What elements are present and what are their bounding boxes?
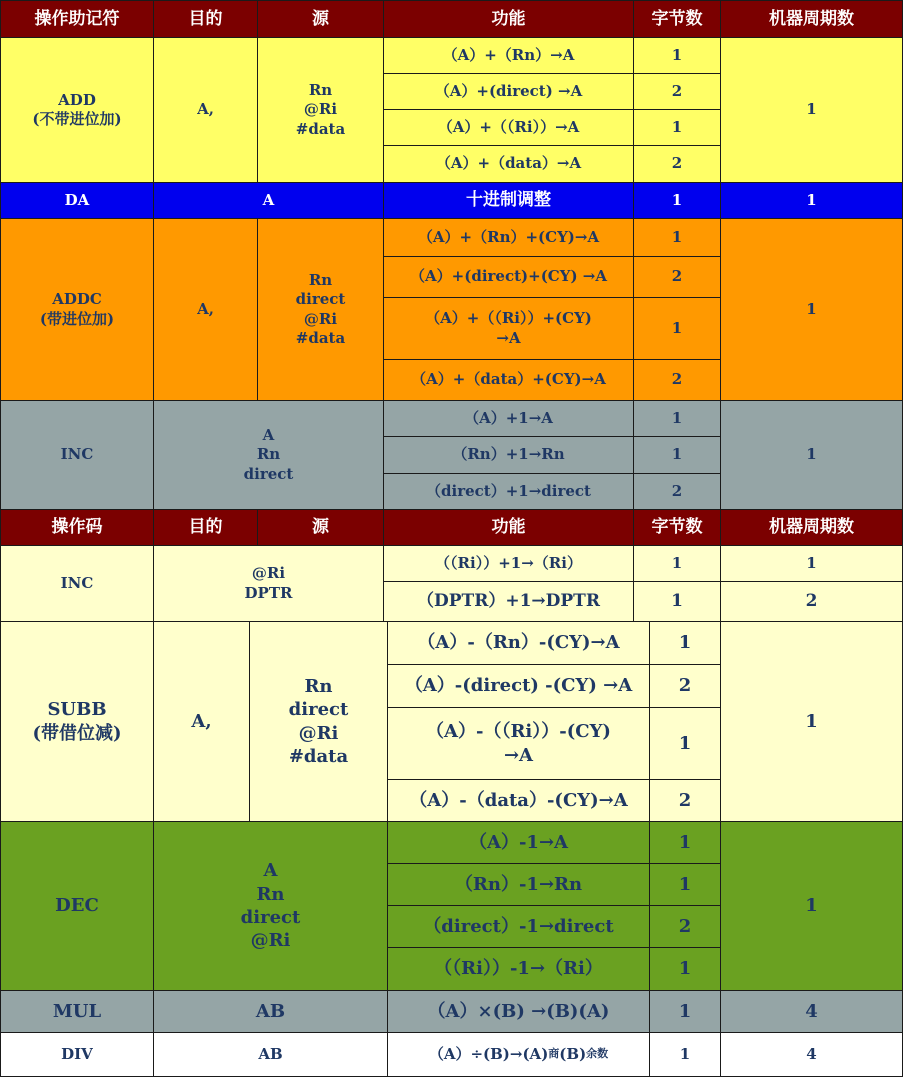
dec-func-2: （direct）-1→direct <box>387 905 650 948</box>
addc-src-0: Rn <box>308 270 333 289</box>
dec-bytes-1: 1 <box>649 863 721 906</box>
inc1-operands <box>153 400 384 510</box>
div-mnemonic: DIV <box>0 1032 154 1077</box>
div-func-main: （A）÷(B)→(A) <box>428 1044 549 1063</box>
add-bytes-2: 1 <box>633 109 721 146</box>
inc1-op-0: A <box>262 425 275 444</box>
subb-func-2-line1: （A）-（（Ri））-(CY) <box>426 721 611 743</box>
header-mnemonic: 操作助记符 <box>0 0 154 38</box>
dec-op-0: A <box>263 860 278 882</box>
subb-src-2: @Ri <box>298 722 339 744</box>
addc-src-1: direct <box>295 290 346 308</box>
inc1-bytes-0: 1 <box>633 400 721 437</box>
mul-bytes: 1 <box>649 990 721 1033</box>
dec-func-3: （（Ri））-1→（Ri） <box>387 947 650 991</box>
div-func-sub1: 商 <box>548 1047 560 1061</box>
addc-src-2: @Ri <box>303 309 338 328</box>
inc2-op-0: @Ri <box>251 564 286 582</box>
addc-func-2-line2: →A <box>496 328 521 347</box>
header-bytes: 字节数 <box>633 0 721 38</box>
da-func: 十进制调整 <box>383 182 634 219</box>
addc-dest: A, <box>153 218 258 401</box>
inc2-bytes-1: 1 <box>633 581 721 622</box>
subb-bytes-1: 2 <box>649 664 721 708</box>
addc-bytes-1: 2 <box>633 256 721 298</box>
add-src-0: Rn <box>308 80 333 99</box>
addc-mnemonic <box>0 218 154 401</box>
header-src: 源 <box>257 0 384 38</box>
da-bytes: 1 <box>633 182 721 219</box>
inc2-func-0: （（Ri））+1→（Ri） <box>383 545 634 582</box>
dec-bytes-3: 1 <box>649 947 721 991</box>
dec-bytes-0: 1 <box>649 821 721 864</box>
add-func-0: （A）+（Rn）→A <box>383 37 634 74</box>
dec-operands <box>153 821 388 991</box>
header-dest: 目的 <box>153 0 258 38</box>
addc-func-3: （A）+（data）+(CY)→A <box>383 359 634 401</box>
mul-cycles: 4 <box>720 990 903 1033</box>
dec-func-1: （Rn）-1→Rn <box>387 863 650 906</box>
add-func-1: （A）+(direct) →A <box>383 73 634 110</box>
inc1-func-0: （A）+1→A <box>383 400 634 437</box>
dec-op-3: @Ri <box>250 930 291 952</box>
inc2-operands <box>153 545 384 622</box>
subb-src-1: direct <box>288 699 349 721</box>
da-operand: A <box>153 182 384 219</box>
dec-op-1: Rn <box>256 883 285 905</box>
subb-func-0: （A）-（Rn）-(CY)→A <box>387 621 650 665</box>
inc1-bytes-1: 1 <box>633 436 721 474</box>
subb-desc: (带借位减) <box>32 722 122 744</box>
add-src-1: @Ri <box>303 100 338 119</box>
inc1-cycles: 1 <box>720 400 903 510</box>
inc2-bytes-0: 1 <box>633 545 721 582</box>
add-cycles: 1 <box>720 37 903 183</box>
div-cycles: 4 <box>720 1032 903 1077</box>
subb-bytes-0: 1 <box>649 621 721 665</box>
header-cycles: 机器周期数 <box>720 0 903 38</box>
subb-func-3: （A）-（data）-(CY)→A <box>387 779 650 822</box>
subb-bytes-2: 1 <box>649 707 721 780</box>
add-desc: (不带进位加) <box>32 110 122 128</box>
header2-src: 源 <box>257 509 384 546</box>
inc1-op-1: Rn <box>256 445 281 464</box>
div-func-sub2: 余数 <box>586 1047 609 1061</box>
inc1-func-1: （Rn）+1→Rn <box>383 436 634 474</box>
inc1-op-2: direct <box>243 464 294 483</box>
addc-func-2 <box>383 297 634 360</box>
inc1-bytes-2: 2 <box>633 473 721 510</box>
header2-dest: 目的 <box>153 509 258 546</box>
div-func-mid: (B) <box>559 1044 587 1063</box>
div-func <box>387 1032 650 1077</box>
dec-cycles: 1 <box>720 821 903 991</box>
inc2-func-1: （DPTR）+1→DPTR <box>383 581 634 622</box>
addc-src <box>257 218 384 401</box>
mul-mnemonic: MUL <box>0 990 154 1033</box>
addc-cycles: 1 <box>720 218 903 401</box>
inc2-mnemonic: INC <box>0 545 154 622</box>
inc2-cycles-0: 1 <box>720 545 903 582</box>
header2-bytes: 字节数 <box>633 509 721 546</box>
subb-src-3: #data <box>288 745 349 767</box>
addc-func-2-line1: （A）+（（Ri））+(CY) <box>425 309 592 327</box>
addc-bytes-3: 2 <box>633 359 721 401</box>
add-mnemonic <box>0 37 154 183</box>
inc1-func-2: （direct）+1→direct <box>383 473 634 510</box>
addc-src-3: #data <box>295 329 346 347</box>
da-mnemonic: DA <box>0 182 154 219</box>
subb-func-1: （A）-(direct) -(CY) →A <box>387 664 650 708</box>
addc-func-0: （A）+（Rn）+(CY)→A <box>383 218 634 257</box>
inc1-mnemonic: INC <box>0 400 154 510</box>
subb-cycles: 1 <box>720 621 903 822</box>
add-func-2: （A）+（（Ri））→A <box>383 109 634 146</box>
dec-op-2: direct <box>240 907 301 928</box>
addc-bytes-0: 1 <box>633 218 721 257</box>
add-dest: A, <box>153 37 258 183</box>
header2-opcode: 操作码 <box>0 509 154 546</box>
subb-mnemonic <box>0 621 154 822</box>
inc2-op-1: DPTR <box>244 583 293 602</box>
header2-function: 功能 <box>383 509 634 546</box>
subb-src-0: Rn <box>304 675 333 697</box>
subb-func-2 <box>387 707 650 780</box>
subb-bytes-3: 2 <box>649 779 721 822</box>
subb-func-2-line2: →A <box>503 744 534 766</box>
addc-name: ADDC <box>52 290 102 308</box>
add-bytes-1: 2 <box>633 73 721 110</box>
mul-func: （A）×(B) →(B)(A) <box>387 990 650 1033</box>
addc-bytes-2: 1 <box>633 297 721 360</box>
inc2-cycles-1: 2 <box>720 581 903 622</box>
add-src-2: #data <box>295 119 346 138</box>
add-src <box>257 37 384 183</box>
div-bytes: 1 <box>649 1032 721 1077</box>
div-operands: AB <box>153 1032 388 1077</box>
header2-cycles: 机器周期数 <box>720 509 903 546</box>
dec-func-0: （A）-1→A <box>387 821 650 864</box>
addc-desc: (带进位加) <box>39 309 115 328</box>
add-name: ADD <box>58 90 96 109</box>
subb-name: SUBB <box>47 699 107 721</box>
header-function: 功能 <box>383 0 634 38</box>
mul-operands: AB <box>153 990 388 1033</box>
subb-src <box>249 621 388 822</box>
dec-mnemonic: DEC <box>0 821 154 991</box>
add-bytes-3: 2 <box>633 145 721 183</box>
add-func-3: （A）+（data）→A <box>383 145 634 183</box>
dec-bytes-2: 2 <box>649 905 721 948</box>
da-cycles: 1 <box>720 182 903 219</box>
subb-dest: A, <box>153 621 250 822</box>
addc-func-1: （A）+(direct)+(CY) →A <box>383 256 634 298</box>
add-bytes-0: 1 <box>633 37 721 74</box>
